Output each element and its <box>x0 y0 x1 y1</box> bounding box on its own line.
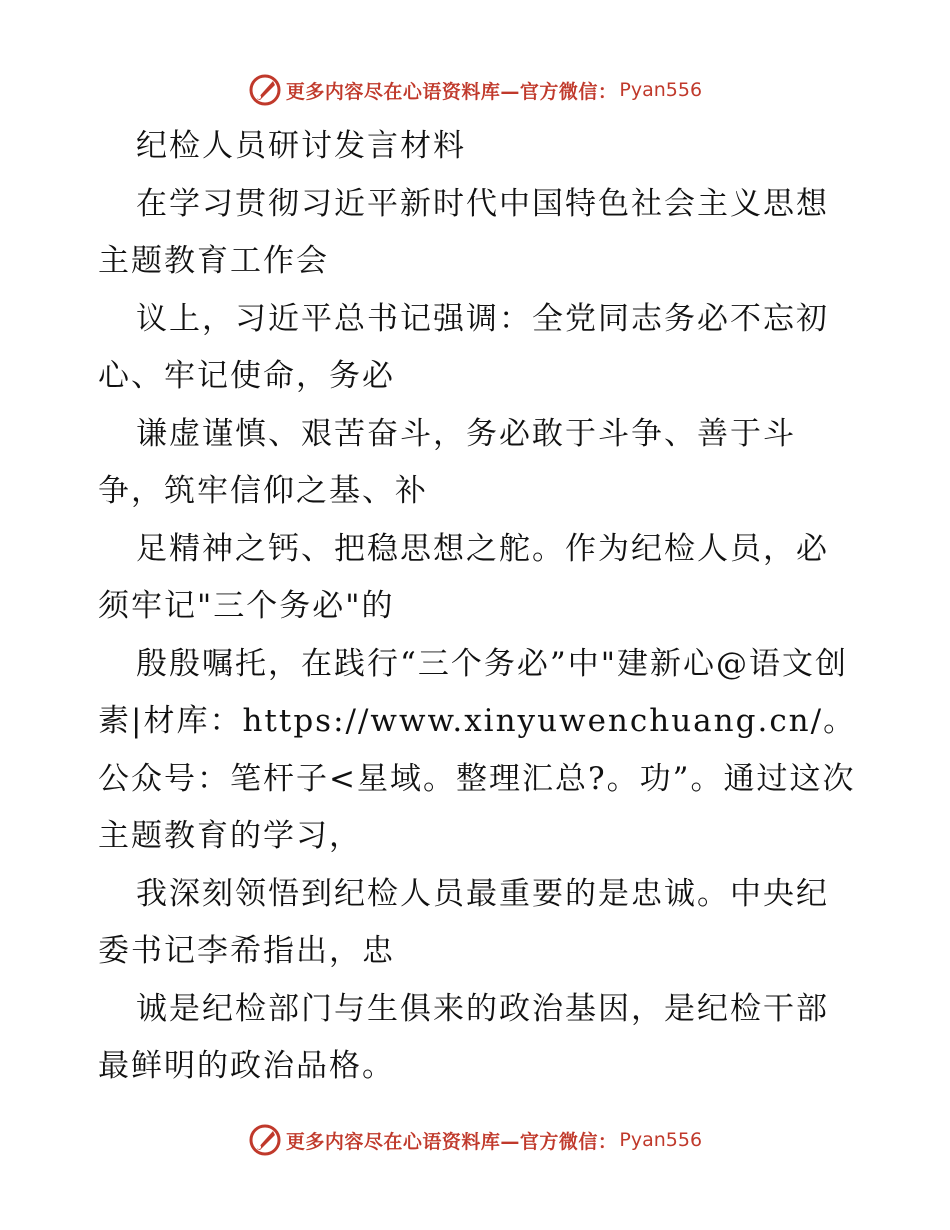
watermark-text: 更多内容尽在心语资料库—官方微信： <box>285 80 618 103</box>
quill-circle-logo-icon <box>248 73 282 107</box>
paragraph: 诚是纪检部门与生俱来的政治基因，是纪检干部最鲜明的政治品格。 <box>98 990 829 1084</box>
paragraph: 我深刻领悟到纪检人员最重要的是忠诚。中央纪委书记李希指出，忠 <box>98 875 829 969</box>
watermark-wechat-id: Pyan556 <box>619 79 703 101</box>
watermark-header <box>0 70 950 110</box>
paragraph: 谦虚谨慎、艰苦奋斗，务必敢于斗争、善于斗争，筑牢信仰之基、补 <box>98 415 796 509</box>
quill-circle-logo-icon <box>248 1123 282 1157</box>
watermark-footer <box>0 1120 950 1160</box>
paragraph: 在学习贯彻习近平新时代中国特色社会主义思想主题教育工作会 <box>98 185 829 279</box>
watermark-wechat-id: Pyan556 <box>619 1129 703 1151</box>
watermark-text: 更多内容尽在心语资料库—官方微信： <box>285 1130 618 1153</box>
document-title: 纪检人员研讨发言材料 <box>136 128 466 164</box>
paragraph: 足精神之钙、把稳思想之舵。作为纪检人员，必须牢记"三个务必"的 <box>98 530 829 624</box>
paragraph: 殷殷嘱托，在践行“三个务必”中"建新心@语文创素|材库：https://www.xinyuwenchuang.cn/。公众号：笔杆子<星域。整理汇总?。功”。通过这次主题教育的学习， <box>98 645 857 854</box>
document-body <box>98 118 858 1096</box>
paragraph: 议上，习近平总书记强调：全党同志务必不忘初心、牢记使命，务必 <box>98 300 829 394</box>
